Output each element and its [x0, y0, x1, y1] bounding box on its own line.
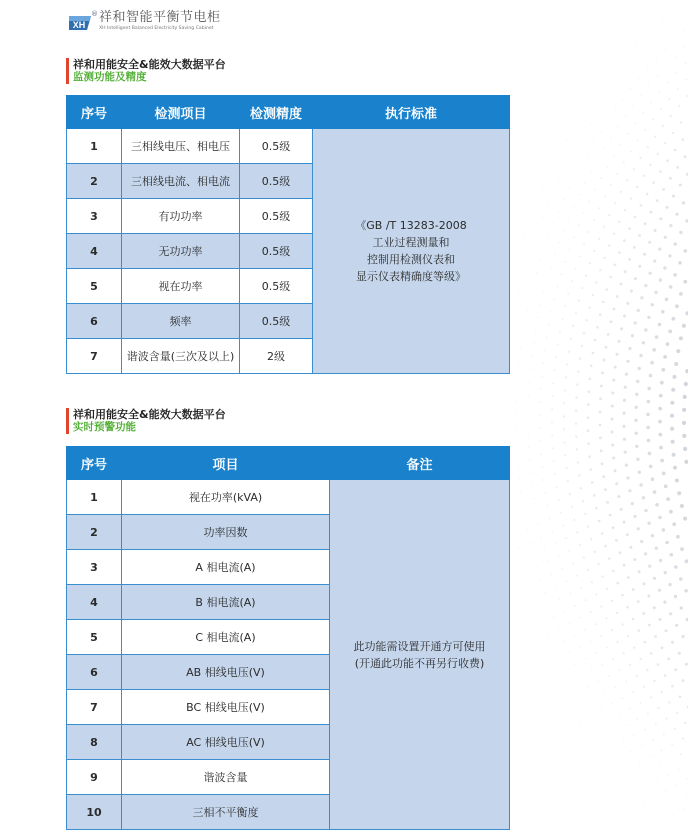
row-number: 7 [67, 690, 122, 725]
row-item: 功率因数 [122, 515, 330, 550]
col-header-item: 检测项目 [122, 96, 240, 129]
row-number: 6 [67, 655, 122, 690]
row-item: 三相不平衡度 [122, 795, 330, 830]
row-item: AB 相线电压(V) [122, 655, 330, 690]
row-precision: 0.5级 [240, 129, 313, 164]
row-item: 谐波含量 [122, 760, 330, 795]
section1-heading [66, 58, 226, 84]
section1-title: 祥和用能安全&能效大数据平台 [73, 58, 226, 71]
row-number: 3 [67, 550, 122, 585]
standard-line: 显示仪表精确度等级》 [356, 270, 466, 283]
monitoring-precision-table [66, 95, 510, 374]
col-header-item: 项目 [122, 447, 330, 480]
section2-title: 祥和用能安全&能效大数据平台 [73, 408, 226, 421]
row-item: 有功功率 [122, 199, 240, 234]
col-header-no: 序号 [67, 96, 122, 129]
row-item: B 相电流(A) [122, 585, 330, 620]
row-number: 5 [67, 269, 122, 304]
table-row [67, 129, 510, 164]
row-item: 三相线电流、相电流 [122, 164, 240, 199]
row-number: 1 [67, 129, 122, 164]
row-number: 2 [67, 515, 122, 550]
standard-line: 《GB /T 13283-2008 [355, 219, 467, 232]
table-header-row [67, 447, 510, 480]
row-number: 9 [67, 760, 122, 795]
standard-line: 控制用检测仪表和 [367, 253, 455, 266]
row-precision: 0.5级 [240, 234, 313, 269]
brand-name-en: XH Intelligent Balanced Electricity Saving Cabinet [99, 26, 214, 31]
row-number: 7 [67, 339, 122, 374]
row-number: 4 [67, 585, 122, 620]
section2-subtitle: 实时预警功能 [73, 421, 136, 433]
row-number: 1 [67, 480, 122, 515]
remark-cell [330, 480, 510, 830]
row-precision: 0.5级 [240, 199, 313, 234]
row-number: 5 [67, 620, 122, 655]
row-precision: 0.5级 [240, 269, 313, 304]
svg-text:XH: XH [72, 20, 86, 30]
remark-line: 此功能需设置开通方可使用 [353, 639, 486, 653]
row-number: 8 [67, 725, 122, 760]
row-item: C 相电流(A) [122, 620, 330, 655]
row-item: 视在功率(kVA) [122, 480, 330, 515]
row-number: 10 [67, 795, 122, 830]
standard-cell [313, 129, 510, 374]
registered-mark: ® [91, 10, 98, 18]
xh-logo-icon [67, 10, 98, 34]
section1-subtitle: 监测功能及精度 [73, 71, 147, 83]
row-number: 3 [67, 199, 122, 234]
table-header-row [67, 96, 510, 129]
row-precision: 2级 [240, 339, 313, 374]
brand-name-cn: 祥和智能平衡节电柜 [99, 10, 221, 25]
realtime-alert-table [66, 446, 510, 830]
row-item: 无功功率 [122, 234, 240, 269]
remark-line: (开通此功能不再另行收费) [354, 656, 485, 670]
table-row [67, 480, 510, 515]
row-item: 视在功率 [122, 269, 240, 304]
row-item: 频率 [122, 304, 240, 339]
row-number: 2 [67, 164, 122, 199]
row-item: AC 相线电压(V) [122, 725, 330, 760]
standard-line: 工业过程测量和 [372, 236, 450, 249]
section2-heading [66, 408, 226, 434]
col-header-standard: 执行标准 [313, 96, 510, 129]
row-number: 6 [67, 304, 122, 339]
row-number: 4 [67, 234, 122, 269]
row-item: 谐波含量(三次及以上) [122, 339, 240, 374]
col-header-remark: 备注 [330, 447, 510, 480]
col-header-no: 序号 [67, 447, 122, 480]
row-precision: 0.5级 [240, 164, 313, 199]
brand-logo [67, 10, 221, 34]
col-header-precision: 检测精度 [240, 96, 313, 129]
row-item: 三相线电压、相电压 [122, 129, 240, 164]
row-item: BC 相线电压(V) [122, 690, 330, 725]
row-item: A 相电流(A) [122, 550, 330, 585]
row-precision: 0.5级 [240, 304, 313, 339]
